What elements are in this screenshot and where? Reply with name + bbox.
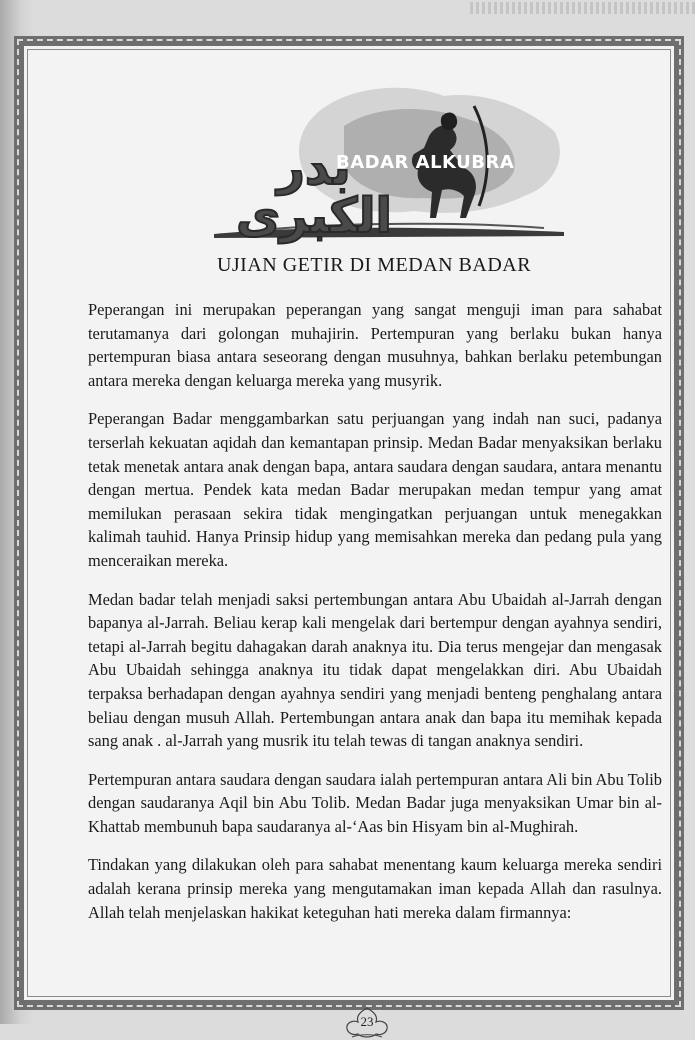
page-number-ornament	[342, 1006, 392, 1040]
paragraph: Peperangan Badar menggambarkan satu perjuangan yang indah nan suci, padanya terserlah kekuatan aqidah dan kemantapan prinsip. Medan Badar menyaksikan berlaku tetak menetak antara anak dengan bapa, antara saudara dengan saudara, antara menantu dengan mertua. Pendek kata medan Badar merupakan medan tempur yang amat memilukan perasaan sekira tidak mengingatkan perjuangan untuk menegakkan kalimah tauhid. Hanya Prinsip hidup yang memisahkan mereka dan pedang pula yang menceraikan mereka.	[88, 409, 662, 570]
paragraph: Peperangan ini merupakan peperangan yang sangat menguji iman para sahabat terutamanya dari golongan muhajirin. Pertempuran yang berlaku bukan hanya pertempuran biasa antara seseorang dengan musuhnya, bahkan berlaku petembungan antara mereka dengan keluarga mereka yang musyrik.	[88, 300, 662, 390]
section-heading: UJIAN GETIR DI MEDAN BADAR	[216, 254, 532, 276]
paragraph: Tindakan yang dilakukan oleh para sahabat menentang kaum keluarga mereka sendiri adalah kerana prinsip mereka yang mengutamakan iman kepada Allah dan rasulnya. Allah telah menjelaskan hakikat keteguhan hati mereka dalam firmannya:	[88, 855, 662, 922]
page-number: 23	[360, 1014, 374, 1029]
latin-title: BADAR ALKUBRA	[336, 152, 515, 173]
bleed-through-text	[470, 2, 695, 14]
warrior-silhouette-illustration	[174, 76, 574, 244]
arabic-title: بدر الكبرى	[236, 140, 392, 244]
paragraph: Medan badar telah menjadi saksi pertembungan antara Abu Ubaidah al-Jarrah dengan bapanya al-Jarrah. Beliau kerap kali mengelak dari bertempur dengan ayahnya sendiri, tetapi al-Jarrah begitu dahagakan darah anaknya itu. Dia terus mengejar dan mengasak Abu Ubaidah sehingga anaknya itu tidak dapat mengelakkan diri. Abu Ubaidah terpaksa berhadapan dengan ayahnya sendiri yang menjadi benteng penghalang antara beliau dengan musuh Allah. Pertembungan antara anak dan bapa itu memihak kepada sang anak . al-Jarrah yang musrik itu telah tewas di tangan anaknya sendiri.	[88, 589, 662, 751]
paragraph: Pertempuran antara saudara dengan saudara ialah pertempuran antara Ali bin Abu Tolib dengan saudaranya Aqil bin Abu Tolib. Medan Badar juga menyaksikan Umar bin al-Khattab membunuh bapa saudaranya al-‘Aas bin Hisyam bin al-Mughirah.	[88, 769, 662, 836]
chapter-header-banner	[174, 76, 574, 244]
page-border-frame	[14, 36, 684, 1029]
body-text	[88, 298, 662, 939]
